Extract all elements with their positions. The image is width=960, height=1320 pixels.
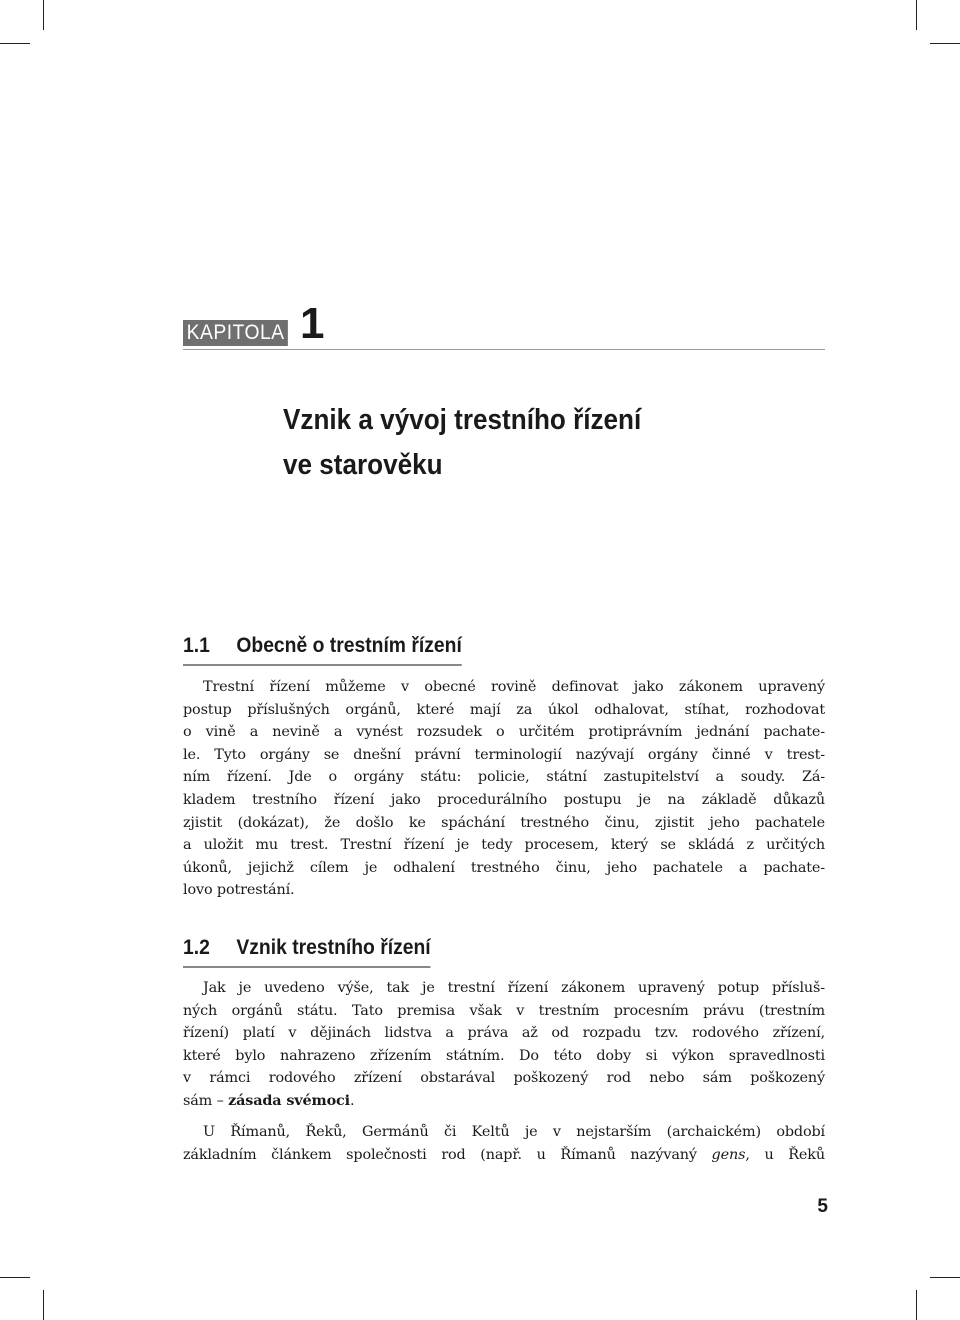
section-heading bbox=[183, 934, 431, 968]
text-run: sám – bbox=[183, 1092, 229, 1109]
chapter-title-line: Vznik a vývoj trestního řízení bbox=[283, 404, 642, 436]
crop-mark bbox=[0, 43, 30, 44]
text-line: zjistit (dokázat), že došlo ke spáchání trestného činu, zjistit jeho pachatele bbox=[183, 814, 825, 831]
text-line: U Římanů, Řeků, Germánů či Keltů je v nejstarším (archaickém) období bbox=[203, 1124, 825, 1140]
chapter-number: 1 bbox=[300, 299, 325, 348]
text-line: postup příslušných orgánů, které mají za úkol odhalovat, stíhat, rozhodovat bbox=[183, 701, 825, 718]
text-line: ných orgánů státu. Tato premisa však v trestním procesním právu (trestním bbox=[183, 1002, 825, 1019]
text-line: které bylo nahrazeno zřízením státním. Do této doby si výkon spravedlnosti bbox=[183, 1047, 825, 1064]
emphasis-bold: zásada svémoci bbox=[228, 1091, 350, 1109]
text-line: a uložit mu trest. Trestní řízení je tedy procesem, který se skládá z určitých bbox=[183, 837, 825, 854]
crop-mark bbox=[43, 0, 44, 30]
text-run: . bbox=[349, 1092, 355, 1109]
text-line bbox=[183, 1090, 825, 1113]
section-title: Obecně o trestním řízení bbox=[236, 634, 462, 657]
paragraph bbox=[183, 676, 825, 902]
text-line: v rámci rodového zřízení obstarával poškozený rod nebo sám poškozený bbox=[183, 1070, 825, 1087]
crop-mark bbox=[0, 1277, 30, 1278]
paragraph bbox=[183, 977, 825, 1113]
chapter-title-line: ve starověku bbox=[283, 449, 443, 481]
text-line: ním řízení. Jde o orgány státu: policie, státní zastupitelství a soudy. Zá- bbox=[183, 769, 825, 786]
chapter-rule bbox=[183, 349, 825, 350]
text-line: o vině a nevině a vynést rozsudek o určitém protiprávním jednání pachate- bbox=[183, 724, 825, 741]
text-run: základním článkem společnosti rod (např. u Římanů nazývaný bbox=[183, 1146, 712, 1163]
text-line: kladem trestního řízení jako procedurálního postupu je na základě důkazů bbox=[183, 791, 825, 808]
chapter-header bbox=[183, 300, 825, 352]
text-run: , u Řeků bbox=[745, 1146, 825, 1163]
text-line: řízení) platí v dějinách lidstva a práva až od rozpadu tzv. rodového zřízení, bbox=[183, 1025, 825, 1042]
text-line bbox=[183, 1144, 825, 1167]
text-line: Trestní řízení můžeme v obecné rovině definovat jako zákonem upravený bbox=[203, 679, 825, 695]
section-heading bbox=[183, 632, 462, 666]
section-title: Vznik trestního řízení bbox=[236, 936, 431, 959]
section-number: 1.2 bbox=[183, 936, 210, 959]
section-number: 1.1 bbox=[183, 634, 210, 657]
crop-mark bbox=[916, 0, 917, 30]
crop-mark bbox=[930, 43, 960, 44]
paragraph bbox=[183, 1121, 825, 1166]
text-line: le. Tyto orgány se dnešní právní terminologií nazývají orgány činné v trest- bbox=[183, 746, 825, 763]
text-line: úkonů, jejichž cílem je odhalení trestného činu, jeho pachatele a pachate- bbox=[183, 859, 825, 876]
chapter-label: KAPITOLA bbox=[183, 320, 288, 346]
crop-mark bbox=[43, 1290, 44, 1320]
text-line: Jak je uvedeno výše, tak je trestní řízení zákonem upravený potup přísluš- bbox=[203, 980, 825, 996]
chapter-title bbox=[283, 398, 751, 488]
emphasis-italic: gens bbox=[711, 1146, 746, 1163]
page-number: 5 bbox=[817, 1196, 828, 1217]
text-line: lovo potrestání. bbox=[183, 882, 295, 899]
crop-mark bbox=[930, 1277, 960, 1278]
crop-mark bbox=[916, 1290, 917, 1320]
